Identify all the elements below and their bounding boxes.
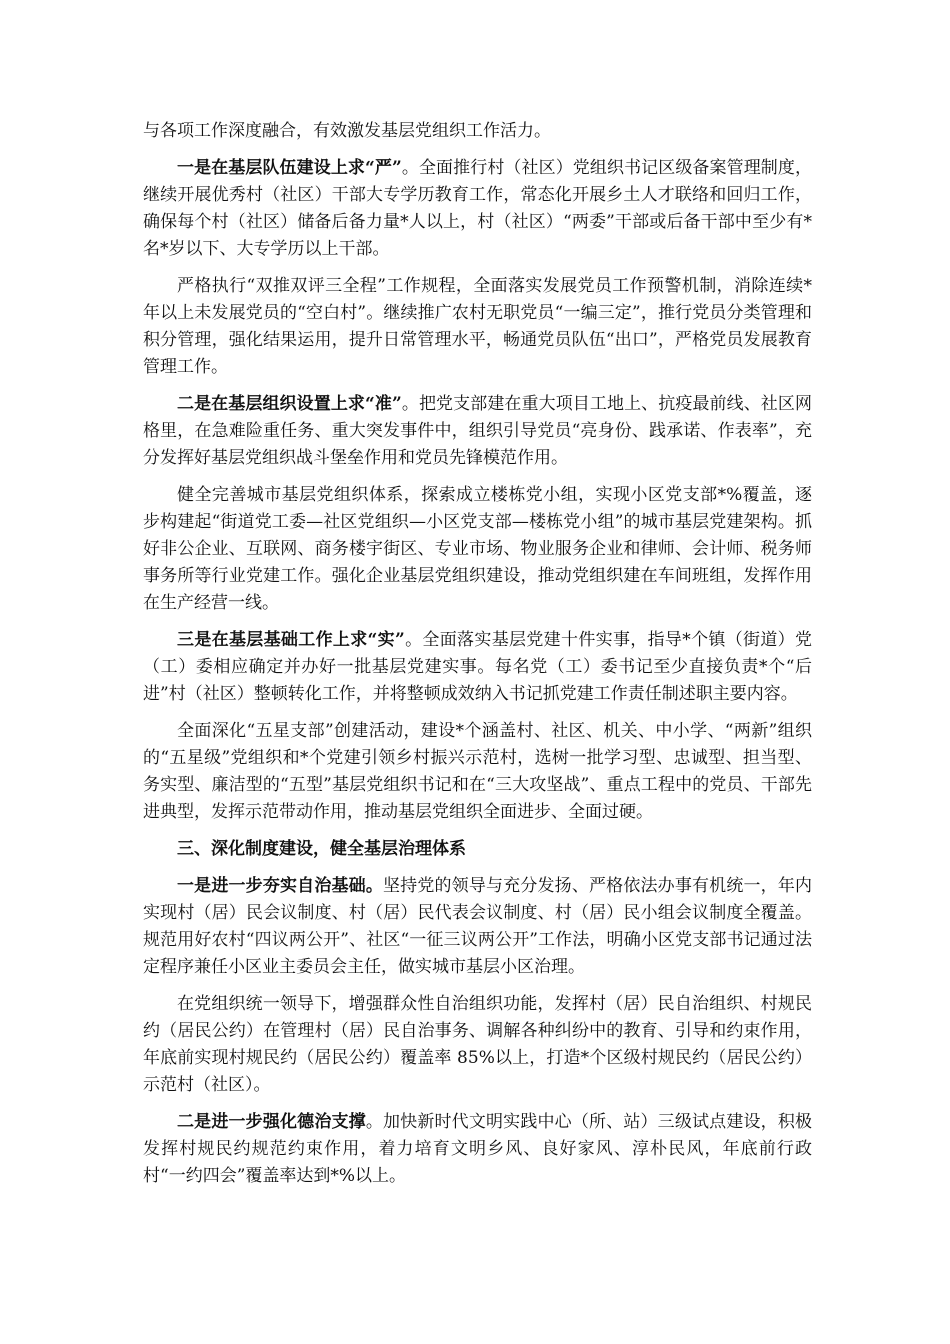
paragraph-text: 。加快新时代文明实践中心（所、站）三级试点建设，积极发挥村规民约规范约束作用，着力培育文明乡风、良好家风、淳朴民风，年底前行政村“一约四会”覆盖率达到*%以上。 [143, 1112, 813, 1186]
paragraph-team-building [143, 155, 812, 263]
paragraph-text: 。把党支部建在重大项目工地上、抗疫最前线、社区网格里，在急难险重任务、重大突发事件中，组织引导党员“亮身份、践承诺、作表率”，充分发挥好基层党组织战斗堡垒作用和党员先锋模范作用。 [143, 394, 812, 468]
paragraph-moral-governance [143, 1109, 812, 1190]
section-heading [143, 836, 812, 863]
paragraph-lead: 二是进一步强化德治支撑 [177, 1112, 366, 1132]
paragraph-text: 在党组织统一领导下，增强群众性自治组织功能，发挥村（居）民自治组织、村规民约（居民公约）在管理村（居）民自治事务、调解各种纠纷中的教育、引导和约束作用，年底前实现村规民约（居民公约）覆盖率 85%以上，打造*个区级村规民约（居民公约）示范村（社区）。 [143, 994, 812, 1095]
paragraph-organization-setup [143, 391, 812, 472]
paragraph-lead: 一是在基层队伍建设上求“严” [177, 158, 402, 178]
paragraph-lead: 三是在基层基础工作上求“实” [177, 630, 405, 650]
paragraph-text: 。全面推行村（社区）党组织书记区级备案管理制度，继续开展优秀村（社区）干部大专学历教育工作，常态化开展乡土人才联络和回归工作，确保每个村（社区）储备后备力量*人以上，村（社区）“两委”干部或后备干部中至少有*名*岁以下、大专学历以上干部。 [143, 158, 812, 259]
paragraph-text: 坚持党的领导与充分发扬、严格依法办事有机统一，年内实现村（居）民会议制度、村（居）民代表会议制度、村（居）民小组会议制度全覆盖。规范用好农村“四议两公开”、社区“一征三议两公开”工作法，明确小区党支部书记通过法定程序兼任小区业主委员会主任，做实城市基层小区治理。 [143, 876, 812, 977]
paragraph-text: 。全面落实基层党建十件实事，指导*个镇（街道）党（工）委相应确定并办好一批基层党建实事。每名党（工）委书记至少直接负责*个“后进”村（社区）整顿转化工作，并将整顿成效纳入书记抓党建工作责任制述职主要内容。 [143, 630, 813, 704]
paragraph-continuation [143, 118, 812, 145]
paragraph-text: 与各项工作深度融合，有效激发基层党组织工作活力。 [143, 121, 551, 141]
paragraph-five-star-branch [143, 718, 812, 826]
paragraph-text: 健全完善城市基层党组织体系，探索成立楼栋党小组，实现小区党支部*%覆盖，逐步构建起“街道党工委—社区党组织—小区党支部—楼栋党小组”的城市基层党建架构。抓好非公企业、互联网、商务楼宇街区、专业市场、物业服务企业和律师、会计师、税务师事务所等行业党建工作。强化企业基层党组织建设，推动党组织建在车间班组，发挥作用在生产经营一线。 [143, 485, 812, 613]
paragraph-urban-system [143, 482, 812, 617]
paragraph-party-member-development [143, 273, 812, 381]
paragraph-text: 全面深化“五星支部”创建活动，建设*个涵盖村、社区、机关、中小学、“两新”组织的“五星级”党组织和*个党建引领乡村振兴示范村，选树一批学习型、忠诚型、担当型、务实型、廉洁型的“五型”基层党组织书记和在“三大攻坚战”、重点工程中的党员、干部先进典型，发挥示范带动作用，推动基层党组织全面进步、全面过硬。 [143, 721, 812, 822]
paragraph-basic-work [143, 627, 812, 708]
section-heading-text: 三、深化制度建设，健全基层治理体系 [177, 839, 466, 859]
paragraph-lead: 二是在基层组织设置上求“准” [177, 394, 402, 414]
paragraph-self-governance [143, 991, 812, 1099]
paragraph-lead: 一是进一步夯实自治基础。 [177, 876, 383, 896]
paragraph-text: 严格执行“双推双评三全程”工作规程，全面落实发展党员工作预警机制，消除连续*年以上未发展党员的“空白村”。继续推广农村无职党员“一编三定”，推行党员分类管理和积分管理，强化结果运用，提升日常管理水平，畅通党员队伍“出口”，严格党员发展教育管理工作。 [143, 276, 812, 377]
paragraph-autonomy [143, 873, 812, 981]
